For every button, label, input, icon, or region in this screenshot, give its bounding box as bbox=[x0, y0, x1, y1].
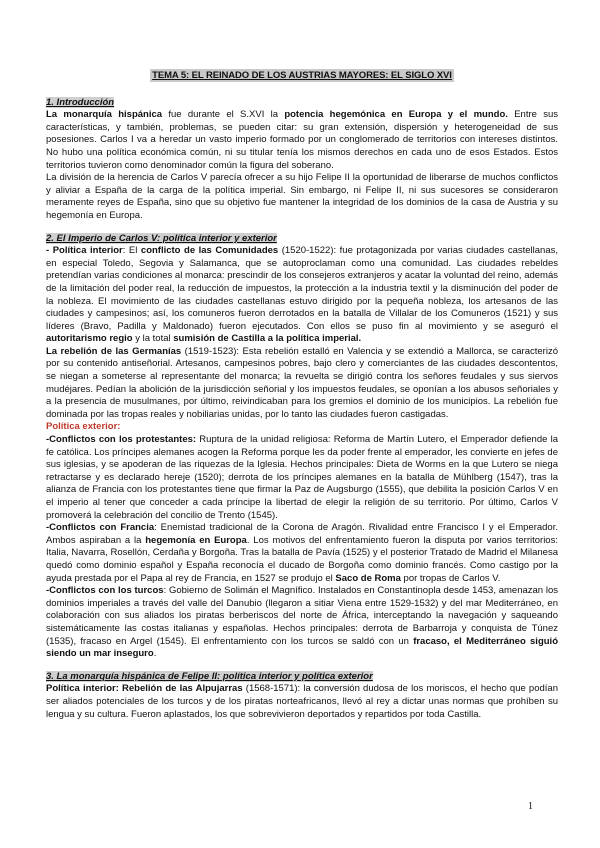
paragraph bbox=[46, 683, 558, 721]
section-heading: 2. El Imperio de Carlos V: política interior y exterior bbox=[46, 232, 277, 244]
paragraph bbox=[46, 522, 558, 585]
paragraph bbox=[46, 245, 558, 346]
document-page bbox=[46, 70, 558, 721]
paragraph bbox=[46, 421, 558, 434]
bold-text: -Conflictos con los protestantes: bbox=[46, 434, 197, 446]
section bbox=[46, 671, 558, 721]
body-text: fue durante el S.XVI la bbox=[162, 109, 285, 121]
bold-text: Política interior: Rebelión de las Alpujarras bbox=[46, 683, 243, 695]
body-text: (1520-1522): fue protagonizada por varias ciudades castellanas, en especial Toledo, Segovia y Salamanca, que se autoproclaman como una comunidad. Las ciudades rebeldes pretendían varias condiciones al monarca: prescindir de los consejeros extranjeros y acatar la voluntad del reino, además de la limitación del poder real, la reducción de impuestos, la protección a la industria textil y la disminución del poder de la nobleza. El movimiento de las ciudades castellanas estuvo dirigido por la pequeña nobleza, los artesanos de las ciudades y campesinos; así, los comuneros fueron derrotados en la batalla de Villalar de los Comuneros (1521) y sus líderes (Bravo, Padilla y Maldonado) fueron ejecutados. Con ellos se puso fin al movimiento y se aseguró el bbox=[46, 245, 558, 332]
bold-text: conflicto de las Comunidades bbox=[140, 245, 279, 257]
body-text: (1519-1523): Esta rebelión estalló en Valencia y se extendió a Mallorca, se caracterizó por su contenido antiseñorial. Artesanos, campesinos pobres, bajo clero y comerciantes de las ciudades descontentos, se niegan a someterse al representante del monarca; la revuelta se dirigió contra los señores feudales y sus siervos mudéjares. Pedían la abolición de la jurisdicción señorial y los impuestos feudales, se oponían a los abusos señoriales y a la presencia de musulmanes, por último, reivindicaban para los gremios el dominio de los municipios. La rebelión fue dominada por las tropas reales y nobiliarias unidas, por lo tanto las ciudades fueron castigadas. bbox=[46, 345, 558, 420]
body-text: La división de la herencia de Carlos V parecía ofrecer a su hijo Felipe II la oportunidad de liberarse de muchos conflictos y aliviar a España de la carga de la política imperial. Sin embargo, ni Felipe II, ni sus sucesores se consideraron meramente reyes de España, sino que su objetivo fue mantener la integridad de los dominios de la casa de Austria y su hegemonía en Europa. bbox=[46, 172, 558, 221]
body-text: . Los motivos del enfrentamiento fueron la disputa por varios territorios: Italia, Navarra, Rosellón, Cerdaña y Borgoña. Tras la batalla de Pavía (1525) y el posterior Tratado de Madrid el Milanesa quedó como dominio español y España reconocía el ducado de Borgoña como dominio francés. Como castigo por la ayuda prestada por el Papa al rey de Francia, en 1527 se produjo el bbox=[46, 534, 558, 584]
body-text: : Gobierno de Solimán el Magnífico. Instalados en Constantinopla desde 1453, amenazan los dominios imperiales a través del valle del Danubio (llegaron a sitiar Viena entre 1529-1532) y del mar Mediterráneo, en colaboración con sus aliados los piratas berberiscos del norte de África, interceptando la navegación y saqueando sistemáticamente las costas italianas y españolas. Hechos principales: derrota de Barbarroja y conquista de Túnez (1535), fracaso en Argel (1545). El enfrentamiento con los turcos se saldó con un bbox=[46, 585, 558, 647]
bold-text: Saco de Roma bbox=[335, 572, 401, 584]
bold-text: potencia hegemónica en Europa y el mundo. bbox=[284, 109, 508, 121]
page-number: 1 bbox=[528, 801, 533, 812]
body-text: (1568-1571): la conversión dudosa de los moriscos, el hecho que podían ser aliados potenciales de los turcos y de los piratas norteafricanos, llevó al rey a dictar unas normas que prohíben su lengua y su cultura. Fueron aplastados, los que sobrevivieron deportados y repartidos por toda Castilla. bbox=[46, 683, 558, 720]
document-title bbox=[46, 70, 558, 83]
document-body bbox=[46, 97, 558, 722]
bold-text: - Política interior bbox=[46, 245, 123, 257]
paragraph bbox=[46, 172, 558, 222]
bold-text: sumisión de Castilla a la política imperial. bbox=[173, 333, 362, 345]
section-heading: 3. La monarquía hispánica de Felipe II: política interior y política exterior bbox=[46, 670, 373, 682]
paragraph bbox=[46, 434, 558, 522]
section bbox=[46, 233, 558, 661]
bold-text: fracaso, el Mediterráneo siguió siendo un mar inseguro bbox=[46, 635, 558, 660]
body-text: : Enemistad tradicional de la Corona de Aragón. Rivalidad entre Francisco I y el Emperador. Ambos aspiraban a la bbox=[46, 522, 558, 546]
bold-text: La rebelión de las Germanías bbox=[46, 345, 182, 357]
bold-text: hegemonía en Europa bbox=[145, 534, 247, 546]
body-text: Entre sus características, y también, problemas, se pueden citar: su gran extensión, dispersión y heterogeneidad de sus posesiones. Carlos I va a heredar un vasto imperio formado por un conglomerado de territorios con intereses distintos. No hubo una política económica común, ni su titular tenía los mismos derechos en cada uno de esos Estados. Estos territorios tuvieron como denominador común la figura del soberano. bbox=[46, 109, 558, 171]
body-text: : El bbox=[122, 245, 141, 257]
bold-text: -Conflictos con los turcos bbox=[46, 585, 164, 597]
paragraph bbox=[46, 585, 558, 661]
subheading-text: Política exterior: bbox=[46, 421, 121, 433]
bold-text: La monarquía hispánica bbox=[46, 109, 163, 121]
paragraph bbox=[46, 346, 558, 422]
body-text: por tropas de Carlos V. bbox=[400, 572, 501, 584]
bold-text: autoritarismo regio bbox=[46, 333, 133, 345]
bold-text: -Conflictos con Francia bbox=[46, 522, 155, 534]
body-text: Ruptura de la unidad religiosa: Reforma de Martín Lutero, el Emperador defiende la fe católica. Los príncipes alemanes acogen la Reforma porque les da poder frente al emperador, les convierte en jefes de sus iglesias, y se apoderan de las riquezas de la Iglesia. Hechos principales: Dieta de Worms en la que Lutero se niega retractarse y es declarado hereje (1520); derrota de los príncipes alemanes en la batalla de Mühlberg (1547), tras la alianza de Francia con los protestantes tiene que firmar la Paz de Augsburgo (1555), que debilita la posición Carlos V en el imperio al tener que conceder a cada príncipe la libertad de elegir la religión de su territorio. Por último, Carlos V promoverá la celebración del concilio de Trento (1545). bbox=[46, 434, 559, 521]
body-text: . bbox=[153, 648, 157, 660]
section bbox=[46, 97, 558, 223]
section-heading: 1. Introducción bbox=[46, 96, 115, 108]
paragraph bbox=[46, 109, 558, 172]
body-text: y la total bbox=[132, 333, 174, 345]
document-title-text: TEMA 5: EL REINADO DE LOS AUSTRIAS MAYORES: EL SIGLO XVI bbox=[152, 70, 452, 81]
